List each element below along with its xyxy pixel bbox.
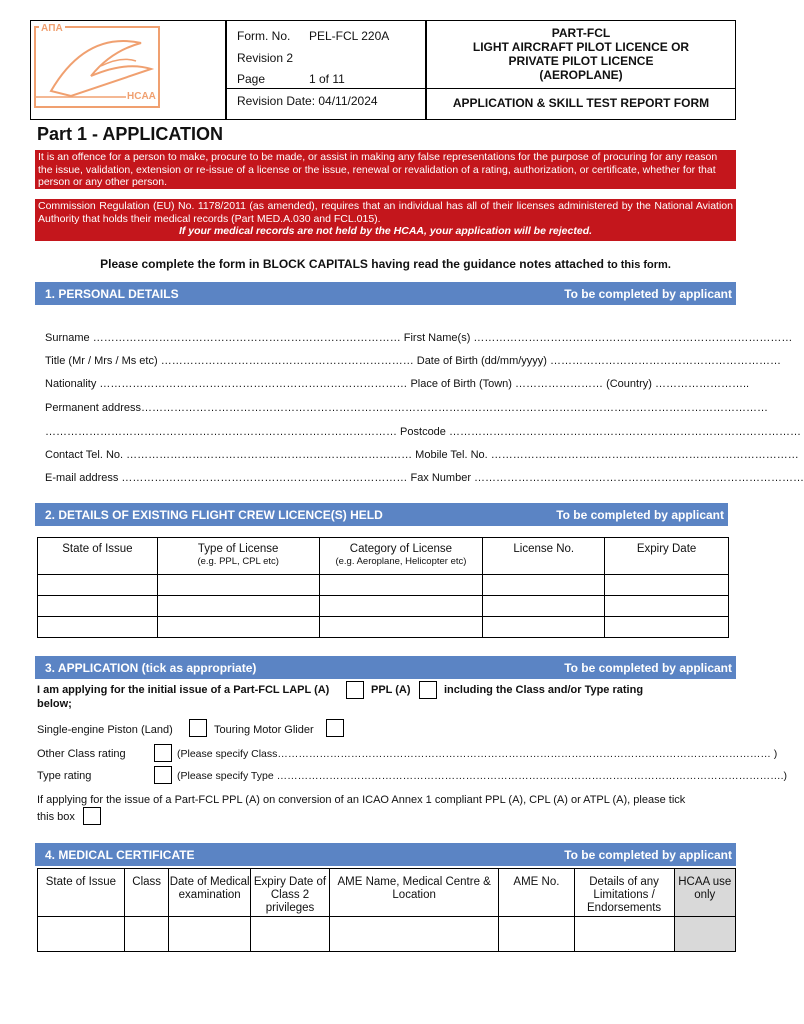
type-rating-checkbox[interactable] — [154, 766, 172, 784]
section-3-title: 3. APPLICATION (tick as appropriate) — [45, 661, 257, 675]
licence-table-header — [38, 538, 729, 575]
medical-table — [37, 868, 736, 952]
title-line-2: LIGHT AIRCRAFT PILOT LICENCE OR — [472, 40, 690, 54]
col-ame-name: AME Name, Medical Centre & Location — [330, 869, 499, 917]
col-ame-no: AME No. — [499, 869, 575, 917]
nationality-birthplace-row[interactable]: Nationality ………………………………………………………………………… Place of Birth (Town) …………………… (Country) …………………….. — [45, 378, 750, 390]
sep-checkbox[interactable] — [189, 719, 207, 737]
icao-this-box: this box — [37, 811, 75, 823]
col-med-state-of-issue: State of Issue — [38, 869, 125, 917]
part-title: Part 1 - APPLICATION — [37, 124, 224, 144]
tmg-checkbox[interactable] — [326, 719, 344, 737]
type-rating-specify[interactable]: (Please specify Type ……………………………………………………………………………………………………………………………….) — [177, 770, 788, 782]
licence-row[interactable] — [38, 617, 729, 638]
col-category-of-license: Category of License (e.g. Aeroplane, Helicopter etc) — [319, 538, 483, 575]
warning-rejection-text: If your medical records are not held by the HCAA, your application will be rejected. — [178, 225, 593, 237]
col-med-expiry: Expiry Date of Class 2 privileges — [250, 869, 329, 917]
below-text: below; — [37, 698, 72, 710]
section-4-title: 4. MEDICAL CERTIFICATE — [45, 848, 195, 862]
instruction-tail: to this form. — [607, 259, 671, 271]
sep-label: Single-engine Piston (Land) — [37, 724, 173, 736]
licence-row[interactable] — [38, 596, 729, 617]
ppl-label: PPL (A) — [371, 684, 411, 696]
other-class-checkbox[interactable] — [154, 744, 172, 762]
section-1-title: 1. PERSONAL DETAILS — [45, 287, 179, 301]
col-license-no: License No. — [483, 538, 605, 575]
form-title-box — [426, 20, 736, 120]
title-line-4: (AEROPLANE) — [539, 68, 623, 82]
form-no-label: Form. No. — [237, 29, 291, 43]
page-value: 1 of 11 — [309, 72, 345, 86]
revision-date: Revision Date: 04/11/2024 — [237, 94, 378, 108]
licence-table — [37, 537, 729, 638]
section-2-title: 2. DETAILS OF EXISTING FLIGHT CREW LICENCE(S) HELD — [45, 508, 383, 522]
contact-mobile-row[interactable]: Contact Tel. No. …………………………………………………………………… Mobile Tel. No. ………………………………………………………………………… — [45, 449, 799, 461]
icao-conversion-checkbox[interactable] — [83, 807, 101, 825]
lapl-checkbox[interactable] — [346, 681, 364, 699]
including-text: including the Class and/or Type rating — [444, 684, 644, 696]
email-fax-row[interactable]: E-mail address …………………………………………………………………… Fax Number ……………………………………………………………………………… — [45, 472, 804, 484]
col-med-date: Date of Medical examination — [169, 869, 250, 917]
logo-top-text: ΑΠΑ — [41, 23, 63, 34]
title-line-5: APPLICATION & SKILL TEST REPORT FORM — [452, 96, 710, 110]
col-expiry-date: Expiry Date — [605, 538, 729, 575]
col-med-class: Class — [124, 869, 169, 917]
section-4-bar — [35, 843, 736, 866]
tmg-label: Touring Motor Glider — [214, 724, 314, 736]
instruction-main: Please complete the form in BLOCK CAPITALS having read the guidance notes attached — [100, 257, 604, 271]
instruction — [35, 257, 736, 271]
address-postcode-row[interactable]: …………………………………………………………………………………… Postcode …………………………………………………………………………………… — [45, 426, 801, 438]
warning-false-representation: It is an offence for a person to make, procure to be made, or assist in making any false representations for the purpose of procuring for any reason the issue, validation, extension or re-issue of a license or the issue, renewal or revalidation of a rating, authorization, or certificate, whether for that person or any other person. — [35, 150, 736, 189]
permanent-address-row[interactable]: Permanent address……………………………………………………………………………………………………………………………………………………… — [45, 402, 768, 414]
title-line-1: PART-FCL — [551, 26, 611, 40]
warning-medical-records — [35, 199, 736, 241]
logo-bottom-text: HCAA — [127, 91, 156, 102]
other-class-label: Other Class rating — [37, 748, 126, 760]
licence-row[interactable] — [38, 575, 729, 596]
warning-regulation-text: Commission Regulation (EU) No. 1178/2011 (as amended), requires that an individual has all of their licenses administered by the National Aviation Authority that holds their medical records (Part MED.A.030 and FCL.015). — [38, 200, 733, 225]
section-2-bar — [35, 503, 728, 526]
icao-conversion-text: If applying for the issue of a Part-FCL PPL (A) on conversion of an ICAO Annex 1 compliant PPL (A), CPL (A) or ATPL (A), please tick — [37, 794, 686, 806]
section-3-completed-by: To be completed by applicant — [564, 661, 732, 675]
type-rating-label: Type rating — [37, 770, 92, 782]
section-1-completed-by: To be completed by applicant — [564, 287, 732, 301]
form-no-value: PEL-FCL 220A — [309, 29, 390, 43]
title-dob-row[interactable]: Title (Mr / Mrs / Ms etc) …………………………………………………………… Date of Birth (dd/mm/yyyy) ……………………………………………………… — [45, 355, 782, 367]
title-line-3: PRIVATE PILOT LICENCE — [508, 54, 654, 68]
medical-table-header — [38, 869, 736, 917]
applying-text: I am applying for the initial issue of a Part-FCL LAPL (A) — [37, 684, 330, 696]
hcaa-logo — [31, 21, 227, 121]
section-3-bar — [35, 656, 736, 679]
form-info-box — [226, 20, 426, 120]
revision: Revision 2 — [237, 51, 294, 65]
ppl-checkbox[interactable] — [419, 681, 437, 699]
col-state-of-issue: State of Issue — [38, 538, 158, 575]
section-2-completed-by: To be completed by applicant — [556, 508, 724, 522]
medical-row[interactable] — [38, 917, 736, 952]
other-class-specify[interactable]: (Please specify Class…………………………………………………………………………………………………………………………… ) — [177, 748, 778, 760]
col-type-of-license: Type of License (e.g. PPL, CPL etc) — [157, 538, 319, 575]
section-4-completed-by: To be completed by applicant — [564, 848, 732, 862]
col-hcaa-use: HCAA use only — [674, 869, 736, 917]
col-limitations: Details of any Limitations / Endorsements — [574, 869, 674, 917]
logo-box — [30, 20, 226, 120]
surname-firstname-row[interactable]: Surname ………………………………………………………………………… First Name(s) …………………………………………………………………………… — [45, 332, 793, 344]
section-1-bar — [35, 282, 736, 305]
page-label: Page — [237, 72, 266, 86]
